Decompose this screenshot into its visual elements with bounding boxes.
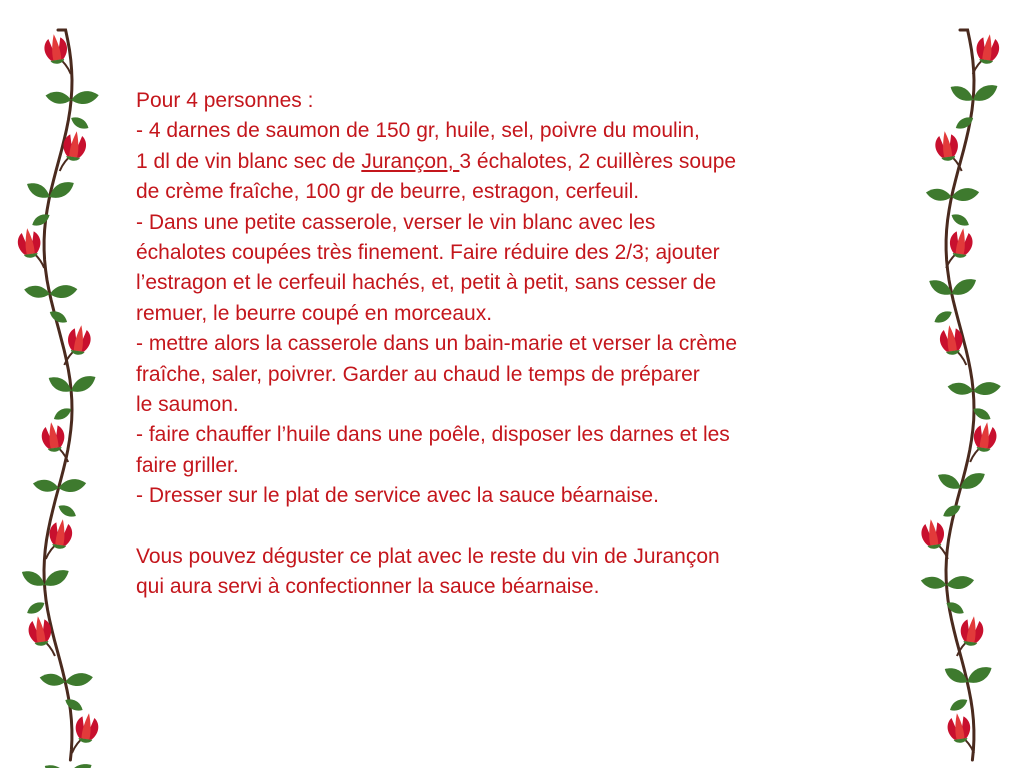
jurancon-link[interactable]: Jurançon, [361,149,460,173]
leaf-icon [45,90,73,106]
leaf-icon [30,211,52,229]
step-line: - mettre alors la casserole dans un bain-marie et verser la crème [136,332,738,356]
leaf-icon [42,761,70,768]
recipe-text [136,86,896,603]
leaf-icon [972,380,1002,397]
leaf-icon [32,478,60,494]
leaf-icon [64,671,94,688]
leaf-icon [925,187,953,203]
rose-icon [40,421,66,454]
step-line: faire griller. [136,453,239,477]
step-line: - Dresser sur le plat de service avec la sauce béarnaise. [136,484,659,508]
leaf-icon [920,575,948,591]
step-line: l’estragon et le cerfeuil hachés, et, petit à petit, sans cesser de [136,271,717,295]
left-rose-vine-border [0,0,120,768]
leaf-icon [64,760,95,768]
leaf-icon [945,574,975,591]
leaf-icon [947,381,975,397]
leaf-icon [23,284,51,300]
step-line: le saumon. [136,393,239,417]
rose-icon [920,518,946,551]
closing-line: Vous pouvez déguster ce plat avec le reste du vin de Jurançon [136,544,720,568]
step-line: échalotes coupées très finement. Faire réduire des 2/3; ajouter [136,241,720,265]
rose-icon [948,227,974,260]
ingredients-line-2-start: 1 dl de vin blanc sec de [136,149,362,173]
leaf-icon [948,696,970,714]
leaf-icon [25,599,47,617]
rose-icon [43,33,69,66]
rose-icon [972,421,998,454]
leaf-icon [49,283,79,300]
right-rose-vine-border [900,0,1024,768]
rose-icon [16,227,42,260]
leaf-icon [932,308,954,326]
rose-icon [933,130,959,163]
rose-icon [959,615,985,648]
ingredients-line-1: - 4 darnes de saumon de 150 gr, huile, sel, poivre du moulin, [136,119,700,143]
leaf-icon [949,211,971,229]
leaf-icon [63,696,85,714]
rose-icon [48,518,74,551]
ingredients-line-2 [136,147,896,177]
step-line: - faire chauffer l’huile dans une poêle, disposer les darnes et les [136,423,730,447]
paragraph-gap [136,512,896,542]
closing-line: qui aura servi à confectionner la sauce béarnaise. [136,575,600,599]
step-line: - Dans une petite casserole, verser le vin blanc avec les [136,210,656,234]
serves-line: Pour 4 personnes : [136,89,314,112]
ingredients-line-2-end: 3 échalotes, 2 cuillères soupe [459,149,737,173]
rose-icon [975,33,1001,66]
step-line: fraîche, saler, poivrer. Garder au chaud le temps de préparer [136,362,700,386]
leaf-icon [70,89,100,106]
rose-icon [946,712,972,745]
leaf-icon [69,114,91,132]
rose-icon [74,712,100,745]
step-line: remuer, le beurre coupé en morceaux. [136,301,493,325]
leaf-icon [56,502,78,520]
ingredients-line-3: de crème fraîche, 100 gr de beurre, estragon, cerfeuil. [136,180,640,204]
rose-icon [66,324,92,357]
